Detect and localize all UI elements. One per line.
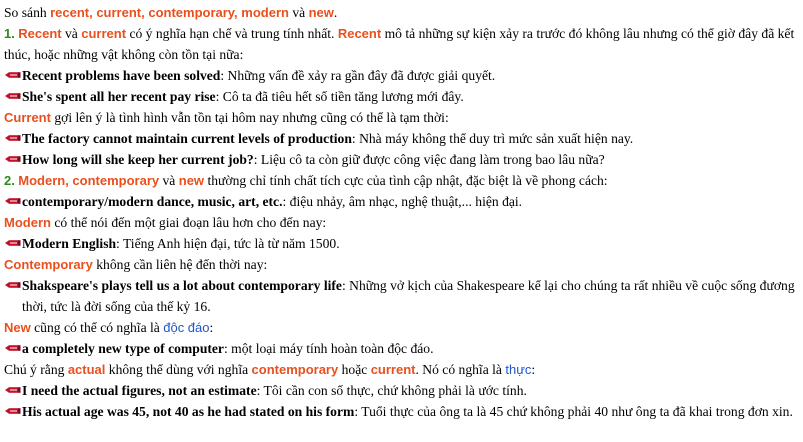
example-3 [4,128,799,149]
example-english: a completely new type of computer [22,341,224,356]
text: không cần liên hệ đến thời nay: [92,257,268,272]
example-7 [4,275,799,317]
keyword-current-heading: Current [4,110,51,125]
example-vietnamese: : Tuổi thực của ông ta là 45 chứ không phải 40 như ông ta đã khai trong đơn xin. [354,404,793,419]
text: : [209,320,214,335]
example-english: I need the actual figures, not an estimate [22,383,257,398]
intro-text: So sánh [4,5,51,20]
keyword-modern-heading: Modern [4,215,51,230]
pencil-bullet-icon [4,406,22,416]
keyword-new: new [178,173,205,188]
text: mô tả những sự kiện xảy ra trước đó không lâu nhưng có thể giờ đây đã kết thúc, hoặc những vật không còn tồn tại nữa: [4,26,795,62]
example-5 [4,191,799,212]
section-contemporary-line [4,254,799,275]
text: Chú ý rằng [4,362,68,377]
text: không thể dùng với nghĩa [105,362,252,377]
keyword-contemporary-heading: Contemporary [4,257,93,272]
example-english: The factory cannot maintain current levels of production [22,131,352,146]
intro-line [4,2,799,23]
text: gợi lên ý là tình hình vẫn tồn tại hôm nay nhưng cũng có thể là tạm thời: [50,110,449,125]
example-vietnamese: : Nhà máy không thể duy trì mức sản xuất hiện nay. [351,131,634,146]
pencil-bullet-icon [4,238,22,248]
text: thường chỉ tính chất tích cực của tình cập nhật, đặc biệt là về phong cách: [204,173,608,188]
section-current-line [4,107,799,128]
example-10 [4,401,799,422]
example-9 [4,380,799,401]
keyword-actual: actual [67,362,106,377]
example-english: His actual age was 45, not 40 as he had stated on his form [22,404,355,419]
pencil-bullet-icon [4,385,22,395]
text: cũng có thể có nghĩa là [30,320,164,335]
keyword-new-heading: New [4,320,31,335]
intro-keyword-new: new [308,5,334,20]
text: có thể nói đến một giai đoạn lâu hơn cho đến nay: [50,215,327,230]
section-new-line [4,317,799,338]
text: và [159,173,179,188]
example-1 [4,65,799,86]
text: hoặc [338,362,371,377]
keyword-thuc: thực [505,362,532,377]
section-2-number: 2. [4,173,15,188]
section-1-number: 1. [4,26,15,41]
keyword-current-2: current [370,362,416,377]
example-english: Modern English [22,236,117,251]
example-vietnamese: : một loại máy tính hoàn toàn độc đáo. [223,341,434,356]
keyword-modern-contemporary: Modern, contemporary [18,173,160,188]
pencil-bullet-icon [4,280,22,290]
pencil-bullet-icon [4,133,22,143]
example-vietnamese: : Tôi cần con số thực, chứ không phải là ước tính. [256,383,527,398]
example-english: She's spent all her recent pay rise [22,89,216,104]
example-english: Shakspeare's plays tell us a lot about contemporary life [22,278,342,293]
text: và [61,26,82,41]
example-vietnamese: : Những vấn đề xảy ra gần đây đã được giải quyết. [220,68,496,83]
example-8 [4,338,799,359]
example-vietnamese: : Cô ta đã tiêu hết số tiền tăng lương mới đây. [215,89,464,104]
intro-end: . [333,5,338,20]
example-vietnamese: : Những vở kịch của Shakespeare kể lại cho chúng ta rất nhiều về cuộc sống đương thời, tức là đời sống của thế kỷ 16. [22,278,795,314]
example-4 [4,149,799,170]
section-actual-line [4,359,799,380]
keyword-recent-2: Recent [337,26,382,41]
text: : [531,362,536,377]
example-vietnamese: : điệu nhảy, âm nhạc, nghệ thuật,... hiện đại. [282,194,523,209]
keyword-doc-dao: độc đáo [163,320,210,335]
pencil-bullet-icon [4,70,22,80]
example-6 [4,233,799,254]
pencil-bullet-icon [4,196,22,206]
keyword-recent: Recent [18,26,62,41]
example-english: contemporary/modern dance, music, art, etc. [22,194,283,209]
example-2 [4,86,799,107]
keyword-contemporary-2: contemporary [251,362,339,377]
example-vietnamese: : Liệu cô ta còn giữ được công việc đang làm trong bao lâu nữa? [253,152,605,167]
section-modern-line [4,212,799,233]
intro-keywords: recent, current, contemporary, modern [50,5,289,20]
example-vietnamese: : Tiếng Anh hiện đại, tức là từ năm 1500. [116,236,340,251]
pencil-bullet-icon [4,343,22,353]
example-english: Recent problems have been solved [22,68,221,83]
text: có ý nghĩa hạn chế và trung tính nhất. [126,26,338,41]
pencil-bullet-icon [4,154,22,164]
keyword-current: current [81,26,127,41]
section-2-line [4,170,799,191]
pencil-bullet-icon [4,91,22,101]
section-1-paragraph [4,23,799,65]
example-english: How long will she keep her current job? [22,152,254,167]
text: . Nó có nghĩa là [415,362,506,377]
intro-and: và [288,5,309,20]
